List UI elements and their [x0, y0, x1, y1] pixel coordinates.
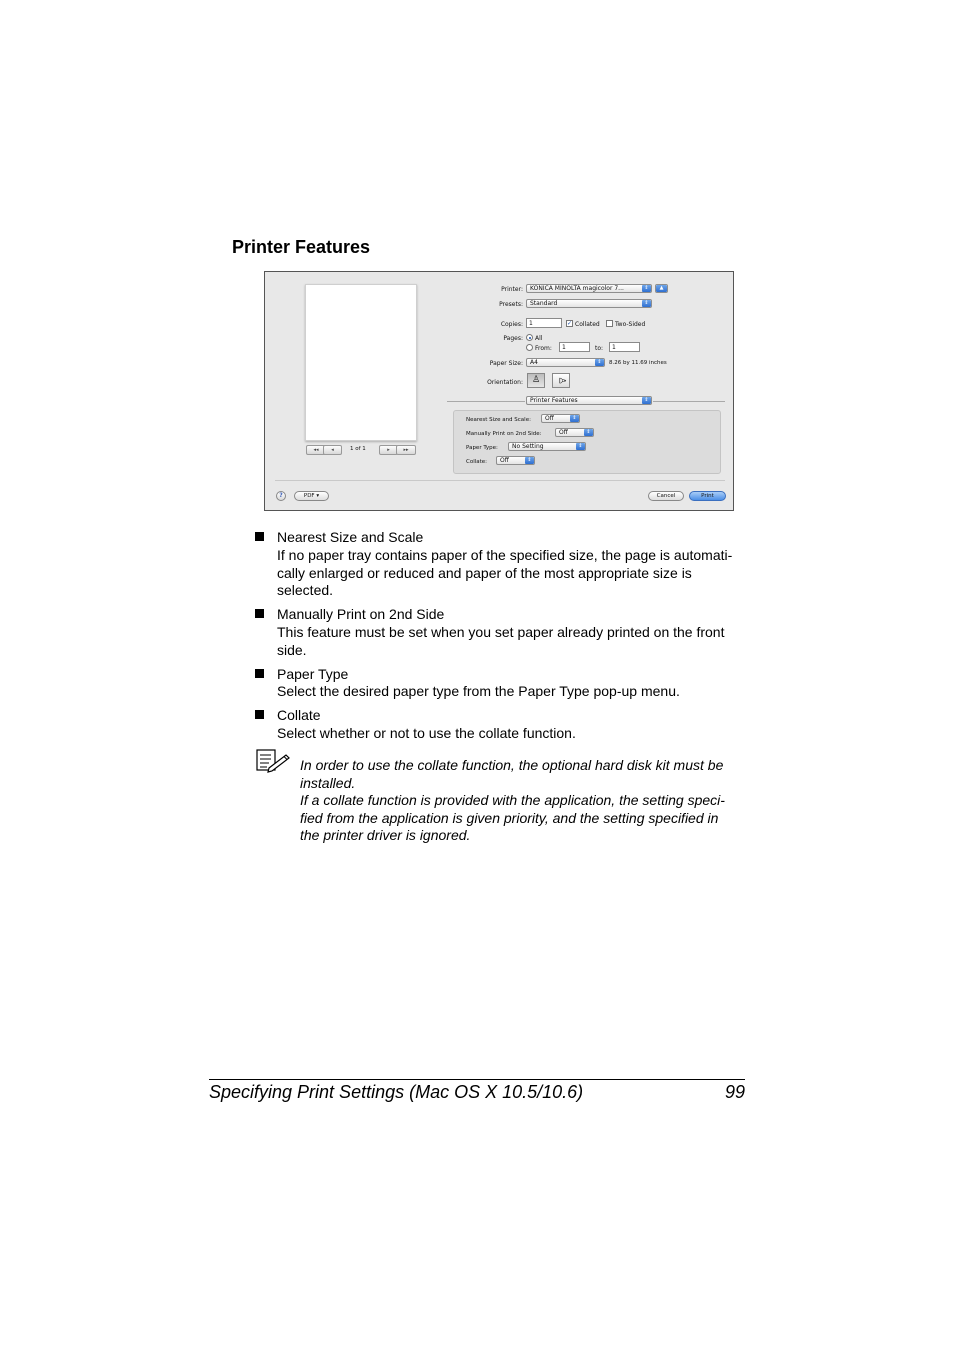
footer-title: Specifying Print Settings (Mac OS X 10.5/10.6)	[209, 1082, 584, 1102]
popup-arrows-icon: ⇕	[642, 300, 651, 307]
note-line: the printer driver is ignored.	[300, 827, 471, 843]
pdf-button[interactable]: PDF ▾	[294, 491, 329, 501]
disclosure-up-icon: ▲	[656, 285, 667, 292]
presets-label: Presets:	[499, 301, 523, 308]
bullet-icon	[255, 532, 264, 541]
item-desc-line: If no paper tray contains paper of the specified size, the page is automati-	[277, 547, 733, 563]
separator	[653, 401, 725, 402]
pages-from-radio[interactable]	[526, 344, 533, 351]
note-pencil-icon	[256, 749, 290, 773]
item-desc-line: Select the desired paper type from the Paper Type pop-up menu.	[277, 683, 680, 699]
pages-from-label: From:	[535, 345, 552, 352]
panel-value: Printer Features	[530, 397, 578, 404]
popup-arrows-icon: ⇕	[595, 359, 604, 366]
paper-size-popup[interactable]	[526, 358, 605, 367]
item-title: Paper Type	[277, 666, 349, 682]
help-button[interactable]: ?	[276, 491, 286, 501]
note-line: fied from the application is given priority, and the setting specified in	[300, 810, 719, 826]
cancel-button[interactable]: Cancel	[648, 491, 684, 501]
pages-to-label: to:	[595, 345, 604, 352]
print-button[interactable]: Print	[689, 491, 726, 501]
next-page-button[interactable]: ▸	[379, 445, 398, 455]
popup-arrows-icon: ⇕	[570, 415, 579, 422]
printer-details-button[interactable]	[655, 284, 668, 293]
item-title: Nearest Size and Scale	[277, 529, 424, 545]
panel-popup[interactable]	[526, 396, 652, 405]
page-preview	[305, 284, 417, 441]
printer-label: Printer:	[501, 286, 523, 293]
printer-value: KONICA MINOLTA magicolor 7...	[530, 285, 624, 292]
copies-label: Copies:	[500, 321, 523, 328]
note-line: In order to use the collate function, the optional hard disk kit must be	[300, 757, 724, 773]
first-page-button[interactable]: ◂◂	[306, 445, 326, 455]
collated-label: Collated	[575, 321, 600, 328]
last-page-button[interactable]: ▸▸	[396, 445, 416, 455]
item-desc-line: This feature must be set when you set paper already printed on the front	[277, 624, 725, 640]
pages-all-label: All	[535, 335, 543, 342]
copies-field[interactable]: 1	[526, 318, 562, 328]
section-title: Printer Features	[232, 237, 371, 257]
popup-arrows-icon: ⇕	[642, 285, 651, 292]
popup-arrows-icon: ⇕	[584, 429, 593, 436]
footer-rule	[209, 1079, 745, 1080]
item-title: Collate	[277, 707, 321, 723]
manual-2nd-side-label: Manually Print on 2nd Side:	[466, 431, 542, 437]
paper-size-label: Paper Size:	[489, 360, 523, 367]
orientation-label: Orientation:	[487, 379, 523, 386]
manual-2nd-side-popup[interactable]	[555, 428, 594, 437]
note-line: installed.	[300, 775, 356, 791]
pages-from-field[interactable]: 1	[559, 342, 590, 352]
collate-label: Collate:	[466, 459, 488, 465]
nearest-size-value: Off	[545, 415, 554, 422]
bullet-icon	[255, 609, 264, 618]
popup-arrows-icon: ⇕	[642, 397, 651, 404]
collate-value: Off	[500, 457, 509, 464]
print-dialog-screenshot	[264, 271, 734, 511]
previous-page-button[interactable]: ◂	[323, 445, 342, 455]
paper-type-popup[interactable]	[508, 442, 586, 451]
item-desc-line: Select whether or not to use the collate function.	[277, 725, 576, 741]
landscape-person-icon: ♙	[556, 376, 567, 385]
separator	[447, 401, 525, 402]
item-title: Manually Print on 2nd Side	[277, 606, 445, 622]
presets-value: Standard	[530, 300, 558, 307]
paper-dimensions: 8.26 by 11.69 inches	[609, 360, 667, 366]
item-desc-line: cally enlarged or reduced and paper of the most appropriate size is	[277, 565, 692, 581]
manual-2nd-side-value: Off	[559, 429, 568, 436]
two-sided-checkbox[interactable]	[606, 320, 613, 327]
item-desc-line: side.	[277, 642, 307, 658]
bullet-icon	[255, 710, 264, 719]
nearest-size-label: Nearest Size and Scale:	[466, 417, 531, 423]
two-sided-label: Two-Sided	[615, 321, 646, 328]
printer-popup[interactable]	[526, 284, 652, 293]
paper-size-value: A4	[530, 359, 538, 366]
collated-checkbox[interactable]: ✓	[567, 320, 573, 327]
portrait-person-icon: ♙	[531, 375, 541, 385]
note-line: If a collate function is provided with the application, the setting speci-	[300, 792, 725, 808]
bottom-separator	[275, 480, 725, 481]
collate-popup[interactable]	[496, 456, 535, 465]
popup-arrows-icon: ⇕	[525, 457, 534, 464]
pages-all-radio[interactable]	[526, 334, 533, 341]
paper-type-value: No Setting	[512, 443, 544, 450]
item-desc-line: selected.	[277, 582, 334, 598]
portrait-orientation-button[interactable]	[527, 373, 545, 388]
page-number: 99	[724, 1082, 745, 1102]
page-indicator: 1 of 1	[350, 446, 366, 452]
nearest-size-popup[interactable]	[541, 414, 580, 423]
pages-to-field[interactable]: 1	[609, 342, 640, 352]
presets-popup[interactable]	[526, 299, 652, 308]
landscape-orientation-button[interactable]	[552, 373, 570, 388]
paper-type-label: Paper Type:	[466, 445, 498, 451]
bullet-icon	[255, 669, 264, 678]
popup-arrows-icon: ⇕	[576, 443, 585, 450]
pages-label: Pages:	[503, 335, 523, 342]
